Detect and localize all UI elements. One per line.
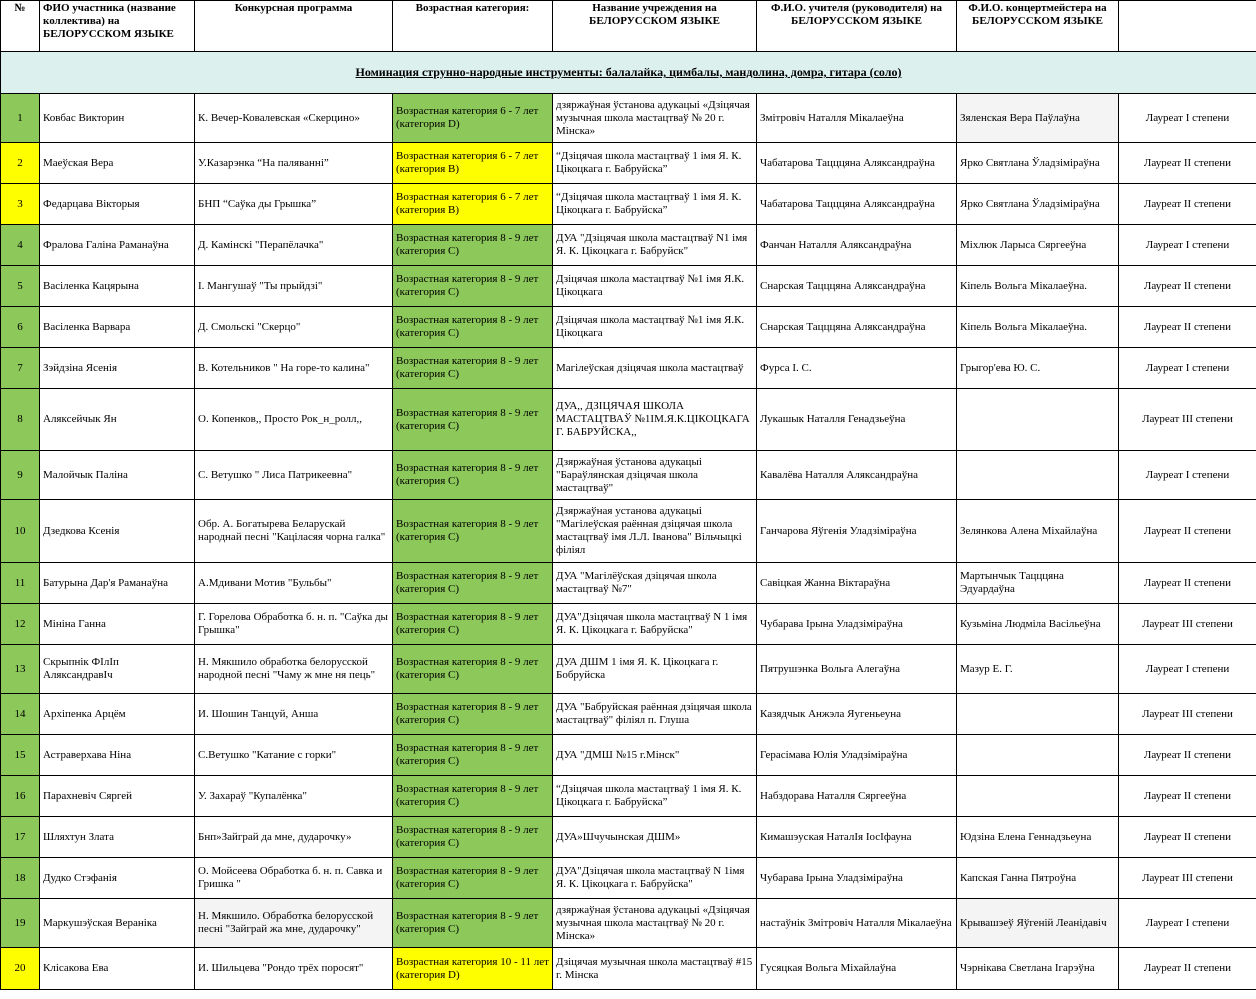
accompanist: Крывашэеў Яўгеній Леанідавіч (957, 899, 1119, 948)
result: Лауреат I степени (1119, 899, 1256, 948)
row-number: 7 (1, 348, 40, 389)
age-category: Возрастная категория 6 - 7 лет (категория D) (393, 94, 553, 143)
participant-name: Ковбас Викторин (40, 94, 195, 143)
teacher: Набздорава Наталля Сяргееўна (757, 776, 957, 817)
accompanist: Мазур Е. Г. (957, 645, 1119, 694)
age-category: Возрастная категория 8 - 9 лет (категория С) (393, 645, 553, 694)
program: Бнп»Зайграй да мне, дударочку» (195, 817, 393, 858)
program: Н. Мякшило обработка белорусской народной песні "Чаму ж мне ня пець" (195, 645, 393, 694)
participant-name: Маркушэўская Вераніка (40, 899, 195, 948)
school: ДУА "ДМШ №15 г.Мінск" (553, 735, 757, 776)
table-row (1, 451, 1256, 500)
result: Лауреат I степени (1119, 348, 1256, 389)
header-row (1, 1, 1256, 52)
program: У. Захараў "Купалёнка" (195, 776, 393, 817)
age-category: Возрастная категория 8 - 9 лет (категория С) (393, 500, 553, 563)
row-number: 5 (1, 266, 40, 307)
row-number: 16 (1, 776, 40, 817)
table-row (1, 389, 1256, 451)
row-number: 8 (1, 389, 40, 451)
nomination-title: Номинация струнно-народные инструменты: балалайка, цимбалы, мандолина, домра, гитара (соло) (1, 52, 1256, 94)
age-category: Возрастная категория 8 - 9 лет (категория С) (393, 451, 553, 500)
accompanist: Грыгор'ева Ю. С. (957, 348, 1119, 389)
program: Д. Камінскі "Перапёлачка" (195, 225, 393, 266)
participant-name: Малойчык Паліна (40, 451, 195, 500)
header-teacher: Ф.И.О. учителя (руководителя) на БЕЛОРУССКОМ ЯЗЫКЕ (757, 1, 957, 52)
accompanist: Кузьміна Людміла Васільеўна (957, 604, 1119, 645)
header-school: Название учреждения на БЕЛОРУССКОМ ЯЗЫКЕ (553, 1, 757, 52)
row-number: 2 (1, 143, 40, 184)
result: Лауреат II степени (1119, 143, 1256, 184)
result: Лауреат I степени (1119, 645, 1256, 694)
table-row (1, 94, 1256, 143)
accompanist: Зяленская Вера Паўлаўна (957, 94, 1119, 143)
result: Лауреат III степени (1119, 604, 1256, 645)
teacher: Герасімава Юлія Уладзіміраўна (757, 735, 957, 776)
participant-name: Васіленка Кацярына (40, 266, 195, 307)
header-num: № (1, 1, 40, 52)
school: “Дзіцячая школа мастацтваў 1 імя Я. К. Цікоцкага г. Бабруйска” (553, 776, 757, 817)
school: Дзіцячая школа мастацтваў №1 імя Я.К. Цікоцкага (553, 266, 757, 307)
school: ДУА "Дзіцячая школа мастацтваў N1 імя Я. К. Цікоцкага г. Бабруйск" (553, 225, 757, 266)
participant-name: Клісакова Ева (40, 948, 195, 990)
accompanist: Ярко Святлана Ўладзіміраўна (957, 143, 1119, 184)
row-number: 11 (1, 563, 40, 604)
teacher: Фурса І. С. (757, 348, 957, 389)
age-category: Возрастная категория 8 - 9 лет (категория С) (393, 604, 553, 645)
age-category: Возрастная категория 8 - 9 лет (категория С) (393, 694, 553, 735)
table-row (1, 817, 1256, 858)
teacher: Чабатарова Тацццяна Аляксандраўна (757, 143, 957, 184)
accompanist: Мартынчык Тацццяна Эдуардаўна (957, 563, 1119, 604)
accompanist: Ярко Святлана Ўладзіміраўна (957, 184, 1119, 225)
school: Дзіцячая музычная школа мастацтваў #15 г. Мінска (553, 948, 757, 990)
age-category: Возрастная категория 8 - 9 лет (категория С) (393, 563, 553, 604)
table-row (1, 694, 1256, 735)
school: ДУА"Дзіцячая школа мастацтваў N 1імя Я. К. Цікоцкага г. Бабруйска" (553, 858, 757, 899)
result: Лауреат I степени (1119, 451, 1256, 500)
result: Лауреат II степени (1119, 500, 1256, 563)
table-row (1, 348, 1256, 389)
program: У.Казарэнка “На паляванні” (195, 143, 393, 184)
accompanist: Чэрнікава Светлана Ігарэўна (957, 948, 1119, 990)
age-category: Возрастная категория 8 - 9 лет (категория С) (393, 776, 553, 817)
participant-name: Астраверхава Ніна (40, 735, 195, 776)
age-category: Возрастная категория 8 - 9 лет (категория С) (393, 348, 553, 389)
row-number: 14 (1, 694, 40, 735)
accompanist (957, 776, 1119, 817)
participant-name: Васіленка Варвара (40, 307, 195, 348)
accompanist (957, 735, 1119, 776)
program: Д. Смольскі "Скерцо" (195, 307, 393, 348)
row-number: 9 (1, 451, 40, 500)
row-number: 17 (1, 817, 40, 858)
program: БНП “Саўка ды Грышка” (195, 184, 393, 225)
table-row (1, 858, 1256, 899)
accompanist: Капская Ганна Пятроўна (957, 858, 1119, 899)
teacher: Змітровіч Наталля Мікалаеўна (757, 94, 957, 143)
school: ДУА"Дзіцячая школа мастацтваў N 1 імя Я. К. Цікоцкага г. Бабруйска" (553, 604, 757, 645)
result: Лауреат II степени (1119, 817, 1256, 858)
table-row (1, 735, 1256, 776)
row-number: 15 (1, 735, 40, 776)
teacher: Фанчан Наталля Аляксандраўна (757, 225, 957, 266)
teacher: Кавалёва Наталля Аляксандраўна (757, 451, 957, 500)
participant-name: Фралова Галіна Раманаўна (40, 225, 195, 266)
program: И. Шошин Танцуй, Анша (195, 694, 393, 735)
header-accompanist: Ф.И.О. концертмейстера на БЕЛОРУССКОМ ЯЗЫКЕ (957, 1, 1119, 52)
result: Лауреат II степени (1119, 266, 1256, 307)
result: Лауреат II степени (1119, 307, 1256, 348)
program: А.Мдивани Мотив "Бульбы" (195, 563, 393, 604)
school: Магілеўская дзіцячая школа мастацтваў (553, 348, 757, 389)
program: С.Ветушко "Катание с горки" (195, 735, 393, 776)
table-row (1, 776, 1256, 817)
program: О. Копенков,, Просто Рок_н_ролл,, (195, 389, 393, 451)
school: ДУА "Магілёўская дзіцячая школа мастацтваў №7" (553, 563, 757, 604)
participant-name: Шляхтун Злата (40, 817, 195, 858)
participant-name: Федарцава Вікторыя (40, 184, 195, 225)
table-row (1, 225, 1256, 266)
result: Лауреат II степени (1119, 735, 1256, 776)
school: дзяржаўная ўстанова адукацыі «Дзіцячая музычная школа мастацтваў № 20 г. Мінска» (553, 899, 757, 948)
header-name: ФИО участника (название коллектива) на БЕЛОРУССКОМ ЯЗЫКЕ (40, 1, 195, 52)
age-category: Возрастная категория 8 - 9 лет (категория С) (393, 389, 553, 451)
program: І. Мангушаў "Ты прыйдзі" (195, 266, 393, 307)
teacher: Ганчарова Яўгенія Уладзіміраўна (757, 500, 957, 563)
school: “Дзіцячая школа мастацтваў 1 імя Я. К. Цікоцкага г. Бабруйска” (553, 184, 757, 225)
participant-name: Дудко Стэфанія (40, 858, 195, 899)
program: Обр. А. Богатырева Беларускай народнай песні "Каціласяя чорна галка" (195, 500, 393, 563)
accompanist: Кіпель Вольга Мікалаеўна. (957, 307, 1119, 348)
program: В. Котельников " На горе-то калина" (195, 348, 393, 389)
program: К. Вечер-Ковалевская «Скерцино» (195, 94, 393, 143)
participant-name: Скрыпнік ФІлІп АляксандравІч (40, 645, 195, 694)
table-row (1, 184, 1256, 225)
participant-name: Маеўская Вера (40, 143, 195, 184)
result: Лауреат II степени (1119, 563, 1256, 604)
accompanist (957, 389, 1119, 451)
result: Лауреат III степени (1119, 694, 1256, 735)
teacher: Казядчык Анжэла Яугеньеуна (757, 694, 957, 735)
age-category: Возрастная категория 8 - 9 лет (категория С) (393, 307, 553, 348)
age-category: Возрастная категория 8 - 9 лет (категория С) (393, 899, 553, 948)
participant-name: Батурына Дар'я Раманаўна (40, 563, 195, 604)
teacher: Чубарава Ірына Уладзіміраўна (757, 858, 957, 899)
result: Лауреат II степени (1119, 948, 1256, 990)
age-category: Возрастная категория 8 - 9 лет (категория С) (393, 266, 553, 307)
age-category: Возрастная категория 8 - 9 лет (категория С) (393, 817, 553, 858)
age-category: Возрастная категория 8 - 9 лет (категория С) (393, 735, 553, 776)
teacher: Снарская Тацццяна Аляксандраўна (757, 266, 957, 307)
result: Лауреат I степени (1119, 94, 1256, 143)
row-number: 3 (1, 184, 40, 225)
participant-name: Дзедкова Ксенія (40, 500, 195, 563)
teacher: Кимашэуская НаталІя ІосІфауна (757, 817, 957, 858)
result: Лауреат III степени (1119, 389, 1256, 451)
teacher: Чубарава Ірына Уладзіміраўна (757, 604, 957, 645)
teacher: настаўнік Змітровіч Наталля Мікалаеўна (757, 899, 957, 948)
age-category: Возрастная категория 8 - 9 лет (категория С) (393, 858, 553, 899)
teacher: Гусяцкая Вольга Міхайлаўна (757, 948, 957, 990)
table-row (1, 143, 1256, 184)
row-number: 10 (1, 500, 40, 563)
program: О. Мойсеева Обработка б. н. п. Савка и Гришка " (195, 858, 393, 899)
table-row (1, 604, 1256, 645)
school: ДУА,, ДЗІЦЯЧАЯ ШКОЛА МАСТАЦТВАЎ №1ІМ.Я.К.ЦІКОЦКАГА Г. БАБРУЙСКА,, (553, 389, 757, 451)
header-program: Конкурсная программа (195, 1, 393, 52)
row-number: 18 (1, 858, 40, 899)
school: Дзяржаўная ўстанова адукацыі "Бараўлянская дзіцячая школа мастацтваў" (553, 451, 757, 500)
table-row (1, 266, 1256, 307)
accompanist: Міхлюк Ларыса Сяргееўна (957, 225, 1119, 266)
result: Лауреат II степени (1119, 184, 1256, 225)
participant-name: Аляксейчык Ян (40, 389, 195, 451)
teacher: Савіцкая Жанна Віктараўна (757, 563, 957, 604)
school: ДУА "Бабруйская раённая дзіцячая школа мастацтваў" філіял п. Глуша (553, 694, 757, 735)
result: Лауреат II степени (1119, 776, 1256, 817)
row-number: 12 (1, 604, 40, 645)
result: Лауреат I степени (1119, 225, 1256, 266)
table-row (1, 563, 1256, 604)
teacher: Пятрушэнка Вольга Алегаўна (757, 645, 957, 694)
teacher: Чабатарова Тацццяна Аляксандраўна (757, 184, 957, 225)
row-number: 1 (1, 94, 40, 143)
program: И. Шильцева "Рондо трёх поросят" (195, 948, 393, 990)
participant-name: Зэйдзіна Ясенія (40, 348, 195, 389)
accompanist: Зелянкова Алена Міхайлаўна (957, 500, 1119, 563)
header-result (1119, 1, 1256, 52)
school: “Дзіцячая школа мастацтваў 1 імя Я. К. Цікоцкага г. Бабруйска” (553, 143, 757, 184)
teacher: Лукашык Наталля Генадзьеўна (757, 389, 957, 451)
school: Дзяржаўная установа адукацыі "Магілеўская раённая дзіцячая школа мастацтваў імя Л.Л. Іванова" Вільчыцкі філіял (553, 500, 757, 563)
school: дзяржаўная ўстанова адукацыі «Дзіцячая музычная школа мастацтваў № 20 г. Мінска» (553, 94, 757, 143)
table-row (1, 500, 1256, 563)
participant-name: Парахневіч Сяргей (40, 776, 195, 817)
row-number: 13 (1, 645, 40, 694)
participant-name: Архіпенка Арцём (40, 694, 195, 735)
age-category: Возрастная категория 8 - 9 лет (категория С) (393, 225, 553, 266)
row-number: 6 (1, 307, 40, 348)
age-category: Возрастная категория 6 - 7 лет (категория В) (393, 143, 553, 184)
header-age: Возрастная категория: (393, 1, 553, 52)
age-category: Возрастная категория 10 - 11 лет (категория D) (393, 948, 553, 990)
accompanist: Юдзіна Елена Геннадзьеуна (957, 817, 1119, 858)
program: С. Ветушко " Лиса Патрикеевна" (195, 451, 393, 500)
accompanist (957, 451, 1119, 500)
table-row (1, 899, 1256, 948)
program: Н. Мякшило. Обработка белорусской песні "Зайграй жа мне, дударочку" (195, 899, 393, 948)
row-number: 20 (1, 948, 40, 990)
table-row (1, 948, 1256, 990)
teacher: Снарская Тацццяна Аляксандраўна (757, 307, 957, 348)
accompanist (957, 694, 1119, 735)
row-number: 19 (1, 899, 40, 948)
school: ДУА»Шчучынская ДШМ» (553, 817, 757, 858)
school: Дзіцячая школа мастацтваў №1 імя Я.К. Цікоцкага (553, 307, 757, 348)
program: Г. Горелова Обработка б. н. п. "Саўка ды Грышка" (195, 604, 393, 645)
age-category: Возрастная категория 6 - 7 лет (категория В) (393, 184, 553, 225)
row-number: 4 (1, 225, 40, 266)
participant-name: Мініна Ганна (40, 604, 195, 645)
result: Лауреат III степени (1119, 858, 1256, 899)
table-row (1, 307, 1256, 348)
accompanist: Кіпель Вольга Мікалаеўна. (957, 266, 1119, 307)
table-row (1, 645, 1256, 694)
nomination-row (1, 52, 1256, 94)
school: ДУА ДШМ 1 імя Я. К. Цікоцкага г. Бобруйска (553, 645, 757, 694)
